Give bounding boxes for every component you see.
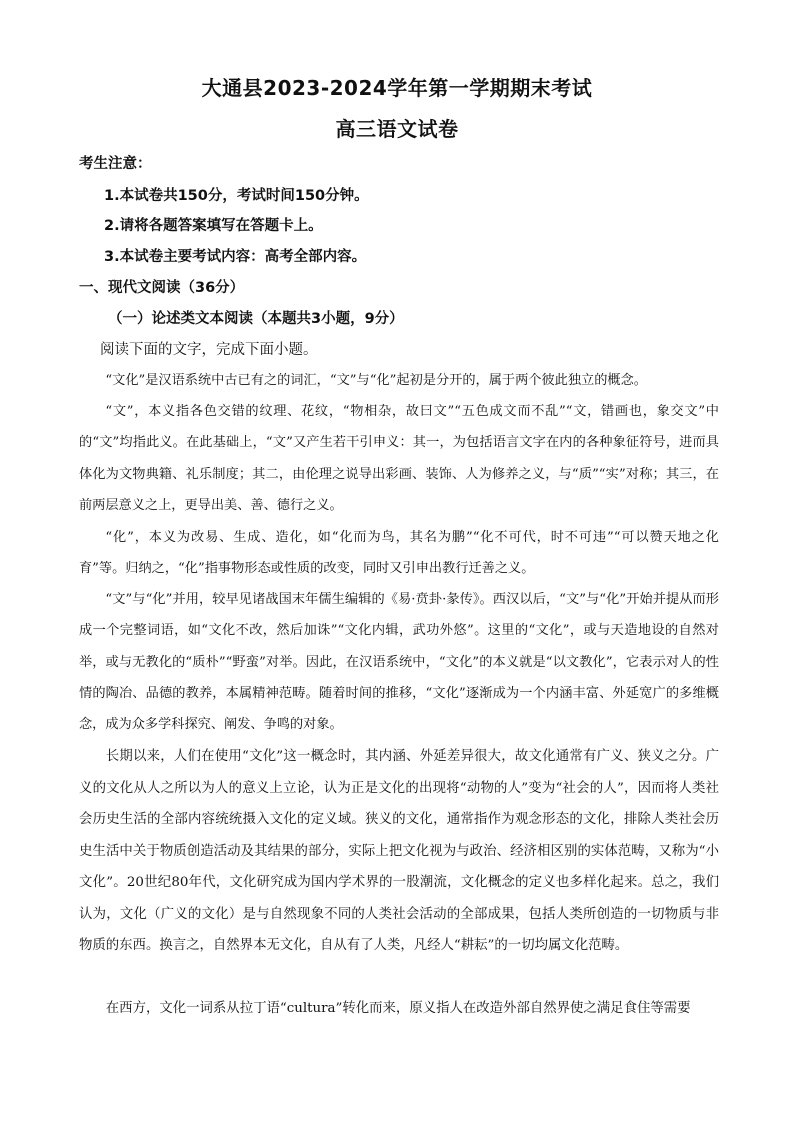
exam-subtitle: 高三语文试卷 [335,117,459,141]
notice-heading: 考生注意： [79,156,152,172]
notice-item-3: 3.本试卷主要考试内容：高考全部内容。 [104,249,367,265]
passage-paragraph-3: “化”，本义为改易、生成、造化，如“化而为鸟，其名为鹏”“化不可代，时不可违”“可以赞天地之化育”等。归纳之，“化”指事物形态或性质的改变，同时又引申出教行迁善之义。 [79,530,719,577]
notice-item-1: 1.本试卷共150分，考试时间150分钟。 [104,188,369,204]
part-heading: （一）论述类文本阅读（本题共3小题，9分） [108,311,404,327]
passage-paragraph-1: “文化”是汉语系统中古已有之的词汇，“文”与“化”起初是分开的，属于两个彼此独立的概念。 [105,373,647,388]
reading-instruction: 阅读下面的文字，完成下面小题。 [100,342,318,358]
notice-item-2: 2.请将各题答案填写在答题卡上。 [104,218,323,234]
passage-paragraph-4: “文”与“化”并用，较早见诸战国末年儒生编辑的《易·贲卦·彖传》。西汉以后，“文”与“化”开始并提从而形成一个完整词语，如“文化不改，然后加诛”“文化内辑，武功外悠”。这里的“文化”，或与天造地设的自然对举，或与无教化的“质朴”“野蛮”对举。因此，在汉语系统中，“文化”的本义就是“以文教化”，它表示对人的性情的陶冶、品德的教养，本属精神范畴。随着时间的推移，“文化”逐渐成为一个内涵丰富、外延宽广的多维概念，成为众多学科探究、阐发、争鸣的对象。 [79,592,719,733]
passage-paragraph-5: 长期以来，人们在使用“文化”这一概念时，其内涵、外延差异很大，故文化通常有广义、狭义之分。广义的文化从人之所以为人的意义上立论，认为正是文化的出现将“动物的人”变为“社会的人”，因而将人类社会历史生活的全部内容统统摄入文化的定义域。狭义的文化，通常指作为观念形态的文化，排除人类社会历史生活中关于物质创造活动及其结果的部分，实际上把文化视为与政治、经济相区别的实体范畴，又称为“小文化”。20世纪80年代，文化研究成为国内学术界的一股潮流，文化概念的定义也多样化起来。总之，我们认为，文化（广义的文化）是与自然现象不同的人类社会活动的全部成果，包括人类所创造的一切物质与非物质的东西。换言之，自然界本无文化，自从有了人类，凡经人“耕耘”的一切均属文化范畴。 [79,749,719,953]
passage-paragraph-2: “文”，本义指各色交错的纹理、花纹，“物相杂，故曰文”“五色成文而不乱”“文，错画也，象交文”中的“文”均指此义。在此基础上，“文”又产生若干引申义：其一，为包括语言文字在内的各种象征符号，进而具体化为文物典籍、礼乐制度；其二，由伦理之说导出彩画、装饰、人为修养之义，与“质”“实”对称；其三，在前两层意义之上，更导出美、善、德行之义。 [79,404,719,513]
passage-paragraph-6: 在西方，文化一词系从拉丁语“cultura”转化而来，原义指人在改造外部自然界使之满足食住等需要 [105,1001,691,1016]
exam-title: 大通县2023-2024学年第一学期期末考试 [201,76,593,100]
section-heading: 一、现代文阅读（36分） [79,280,245,296]
